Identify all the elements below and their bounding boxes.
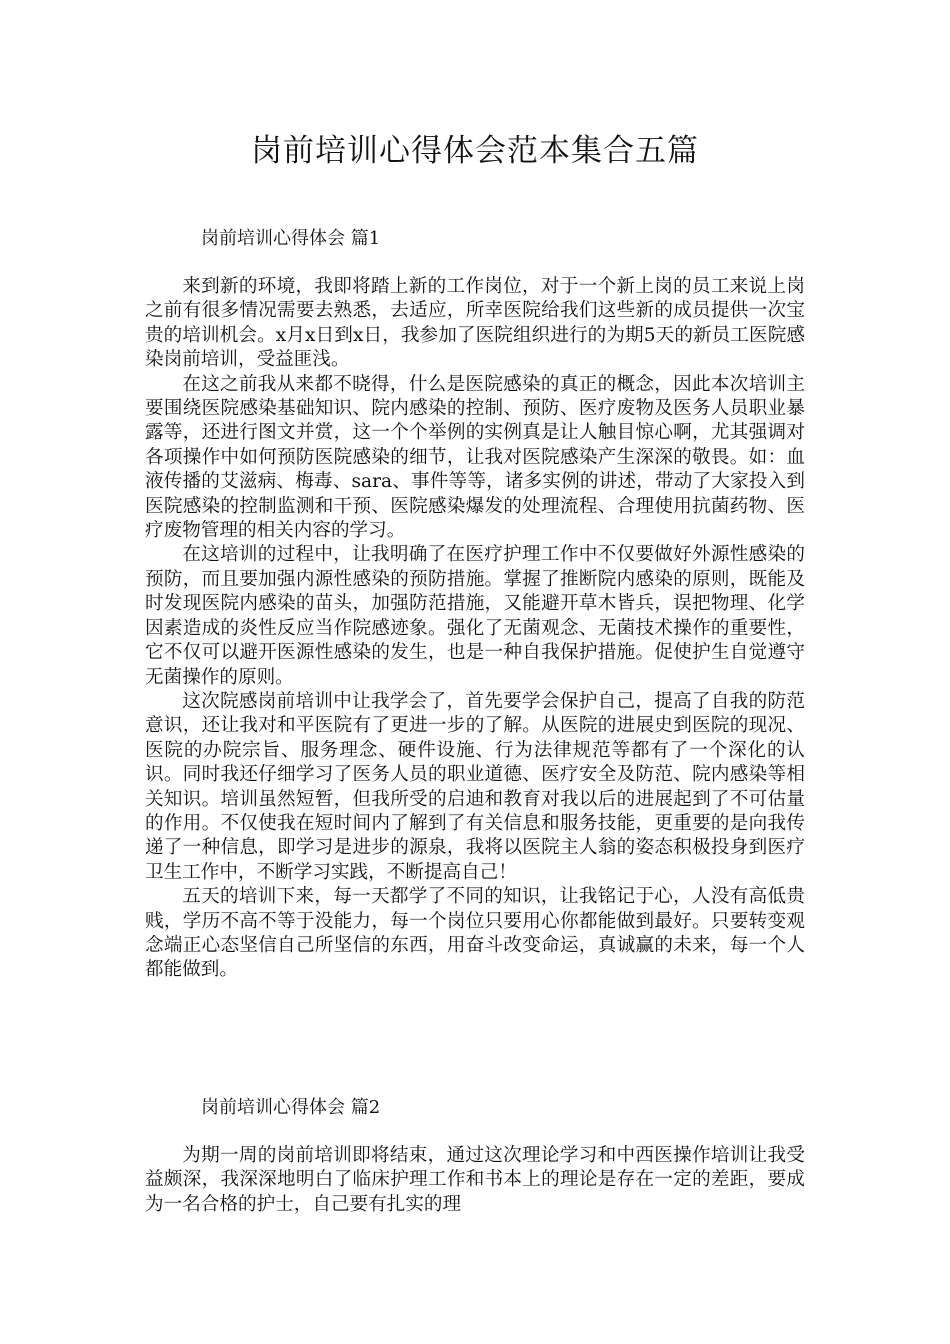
section-2-body <box>145 1144 805 1217</box>
section-heading-2: 岗前培训心得体会 篇2 <box>201 1097 381 1118</box>
paragraph: 来到新的环境，我即将踏上新的工作岗位，对于一个新上岗的员工来说上岗之前有很多情况需要去熟悉，去适应，所幸医院给我们这些新的成员提供一次宝贵的培训机会。x月x日到x日，我参加了医院组织进行的为期5天的新员工医院感染岗前培训，受益匪浅。 <box>145 276 805 371</box>
paragraph: 五天的培训下来，每一天都学了不同的知识，让我铭记于心，人没有高低贵贱，学历不高不等于没能力，每一个岗位只要用心你都能做到最好。只要转变观念端正心态坚信自己所坚信的东西，用奋斗改变命运，真诚赢的未来，每一个人都能做到。 <box>145 886 805 981</box>
section-1-body <box>145 275 805 983</box>
section-heading-1: 岗前培训心得体会 篇1 <box>201 228 381 249</box>
document-title: 岗前培训心得体会范本集合五篇 <box>251 133 699 169</box>
document-page <box>145 0 805 1344</box>
paragraph: 为期一周的岗前培训即将结束，通过这次理论学习和中西医操作培训让我受益颇深，我深深地明白了临床护理工作和书本上的理论是存在一定的差距，要成为一名合格的护士，自己要有扎实的理 <box>145 1145 805 1215</box>
paragraph: 在这之前我从来都不晓得，什么是医院感染的真正的概念，因此本次培训主要围绕医院感染基础知识、院内感染的控制、预防、医疗废物及医务人员职业暴露等，还进行图文并赏，这一个个举例的实例真是让人触目惊心啊，尤其强调对各项操作中如何预防医院感染的细节，让我对医院感染产生深深的敬畏。如：血液传播的艾滋病、梅毒、sara、事件等等，诸多实例的讲述，带动了大家投入到医院感染的控制监测和干预、医院感染爆发的处理流程、合理使用抗菌药物、医疗废物管理的相关内容的学习。 <box>145 373 805 542</box>
paragraph: 在这培训的过程中，让我明确了在医疗护理工作中不仅要做好外源性感染的预防，而且要加强内源性感染的预防措施。掌握了推断院内感染的原则，既能及时发现医院内感染的苗头，加强防范措施，又能避开草木皆兵，误把物理、化学因素造成的炎性反应当作院感迹象。强化了无菌观念、无菌技术操作的重要性，它不仅可以避开医源性感染的发生，也是一种自我保护措施。促使护生自觉遵守无菌操作的原则。 <box>145 544 805 688</box>
paragraph: 这次院感岗前培训中让我学会了，首先要学会保护自己，提高了自我的防范意识，还让我对和平医院有了更进一步的了解。从医院的进展史到医院的现况、医院的办院宗旨、服务理念、硬件设施、行为法律规范等都有了一个深化的认识。同时我还仔细学习了医务人员的职业道德、医疗安全及防范、院内感染等相关知识。培训虽然短暂，但我所受的启迪和教育对我以后的进展起到了不可估量的作用。不仅使我在短时间内了解到了有关信息和服务技能，更重要的是向我传递了一种信息，即学习是进步的源泉，我将以医院主人翁的姿态积极投身到医疗卫生工作中，不断学习实践，不断提高自己！ <box>145 690 805 883</box>
